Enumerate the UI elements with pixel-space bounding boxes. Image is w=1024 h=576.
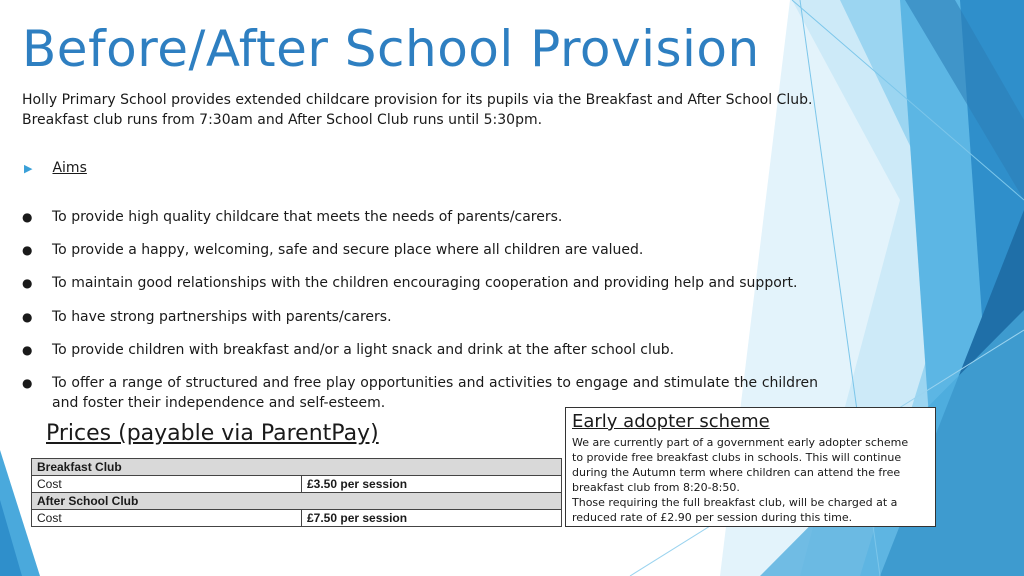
scheme-line: to provide free breakfast clubs in schools. This will continue: [572, 451, 902, 464]
scheme-body: [572, 435, 929, 525]
bullet-dot-icon: ●: [22, 343, 33, 357]
scheme-line: breakfast club from 8:20-8:50.: [572, 481, 740, 494]
aim-text: To maintain good relationships with the children encouraging cooperation and providing help and support.: [52, 275, 798, 291]
bullet-dot-icon: ●: [22, 376, 33, 390]
list-item: [22, 207, 818, 227]
aim-text: To provide high quality childcare that meets the needs of parents/carers.: [52, 209, 563, 225]
slide-title: Before/After School Provision: [22, 20, 760, 78]
scheme-title: Early adopter scheme: [572, 411, 770, 432]
triangle-arrow-icon: ▶: [24, 161, 33, 175]
after-school-cost: £7.50 per session: [302, 510, 562, 527]
scheme-line: Those requiring the full breakfast club, will be charged at a: [572, 496, 898, 509]
table-row: [32, 459, 562, 476]
table-row: [32, 493, 562, 510]
breakfast-heading: Breakfast Club: [32, 459, 562, 476]
aim-text: To offer a range of structured and free play opportunities and activities to engage and stimulate the children and foster their independence and self-esteem.: [52, 375, 818, 411]
aims-label: Aims: [52, 160, 87, 176]
intro-text: [22, 90, 822, 130]
list-item: [22, 307, 818, 327]
scheme-line: during the Autumn term where children can attend the free: [572, 466, 901, 479]
list-item: [22, 240, 818, 260]
scheme-line: We are currently part of a government early adopter scheme: [572, 436, 909, 449]
breakfast-cost: £3.50 per session: [302, 476, 562, 493]
cost-label: Cost: [32, 510, 302, 527]
table-row: [32, 476, 562, 493]
aim-text: To provide children with breakfast and/or a light snack and drink at the after school club.: [52, 342, 675, 358]
cost-label: Cost: [32, 476, 302, 493]
intro-line: Holly Primary School provides extended childcare provision for its pupils via the Breakfast and After School Club.: [22, 92, 813, 108]
aims-heading: [24, 160, 87, 176]
list-item: [22, 340, 818, 360]
intro-line: Breakfast club runs from 7:30am and After School Club runs until 5:30pm.: [22, 112, 543, 128]
list-item: [22, 273, 818, 293]
aim-text: To have strong partnerships with parents/carers.: [52, 309, 392, 325]
aim-text: To provide a happy, welcoming, safe and secure place where all children are valued.: [52, 242, 644, 258]
prices-title: Prices (payable via ParentPay): [46, 421, 379, 446]
prices-table: [31, 458, 562, 527]
table-row: [32, 510, 562, 527]
early-adopter-box: [565, 407, 936, 527]
bullet-dot-icon: ●: [22, 276, 33, 290]
bullet-dot-icon: ●: [22, 310, 33, 324]
bullet-dot-icon: ●: [22, 210, 33, 224]
scheme-line: reduced rate of £2.90 per session during this time.: [572, 511, 853, 524]
after-school-heading: After School Club: [32, 493, 562, 510]
bullet-dot-icon: ●: [22, 243, 33, 257]
